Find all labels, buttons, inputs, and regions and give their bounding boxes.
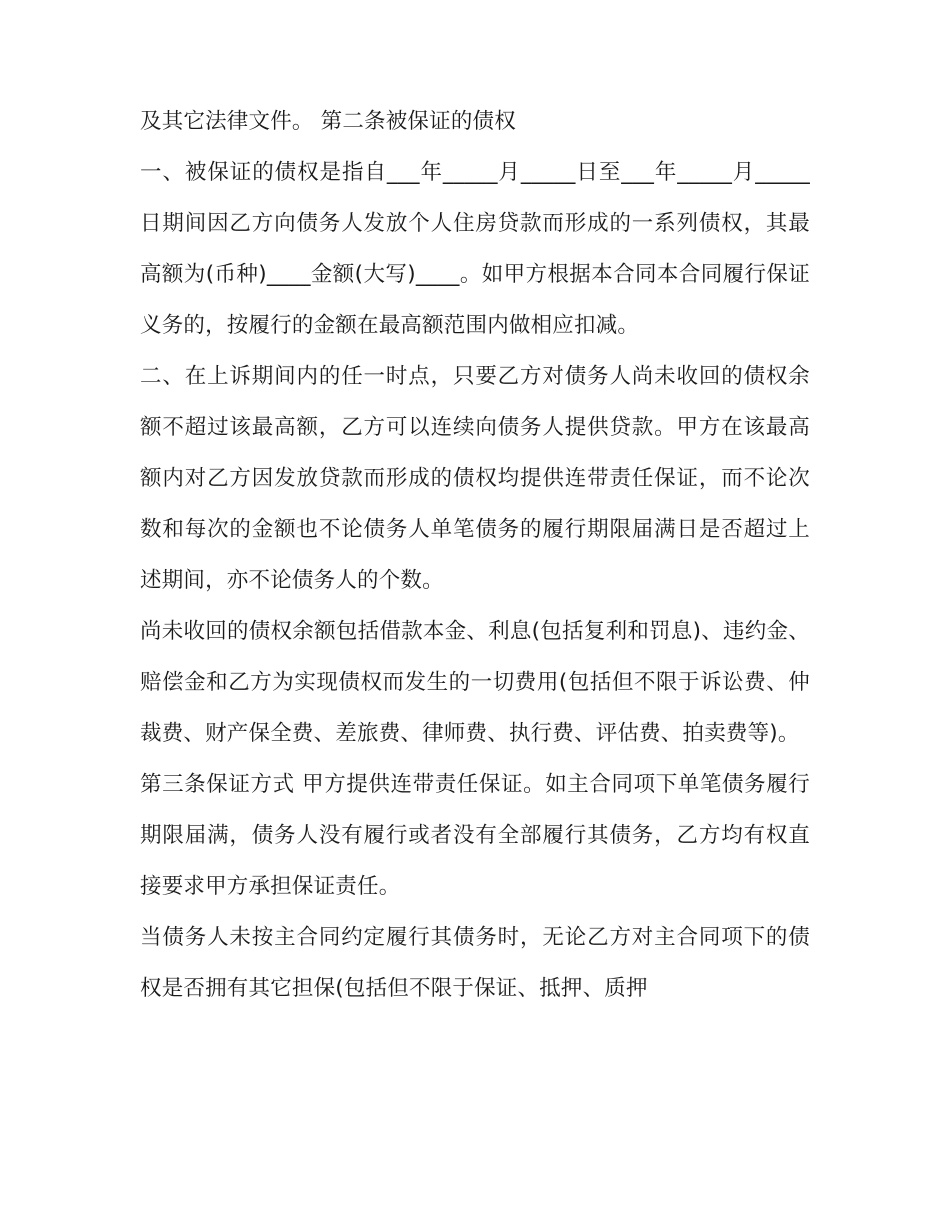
paragraph: 及其它法律文件。 第二条被保证的债权: [140, 109, 516, 134]
paragraph: 一、被保证的债权是指自___年_____月_____日至___年_____月_____日期间因乙方向债务人发放个人住房贷款而形成的一系列债权，其最高额为(币种)____金额(大写)____。如甲方根据本合同本合同履行保证义务的，按履行的金额在最高额范围内做相应扣减。: [140, 160, 810, 338]
document-body: [140, 96, 810, 1014]
paragraph: 二、在上诉期间内的任一时点，只要乙方对债务人尚未收回的债权余额不超过该最高额，乙方可以连续向债务人提供贷款。甲方在该最高额内对乙方因发放贷款而形成的债权均提供连带责任保证，而不论次数和每次的金额也不论债务人单笔债务的履行期限届满日是否超过上述期间，亦不论债务人的个数。: [140, 364, 810, 593]
paragraph: 尚未收回的债权余额包括借款本金、利息(包括复利和罚息)、违约金、赔偿金和乙方为实现债权而发生的一切费用(包括但不限于诉讼费、仲裁费、财产保全费、差旅费、律师费、执行费、评估费、拍卖费等)。: [140, 619, 810, 746]
paragraph: 第三条保证方式 甲方提供连带责任保证。如主合同项下单笔债务履行期限届满，债务人没有履行或者没有全部履行其债务，乙方均有权直接要求甲方承担保证责任。: [140, 772, 810, 899]
paragraph: 当债务人未按主合同约定履行其债务时，无论乙方对主合同项下的债权是否拥有其它担保(包括但不限于保证、抵押、质押: [140, 925, 810, 1001]
